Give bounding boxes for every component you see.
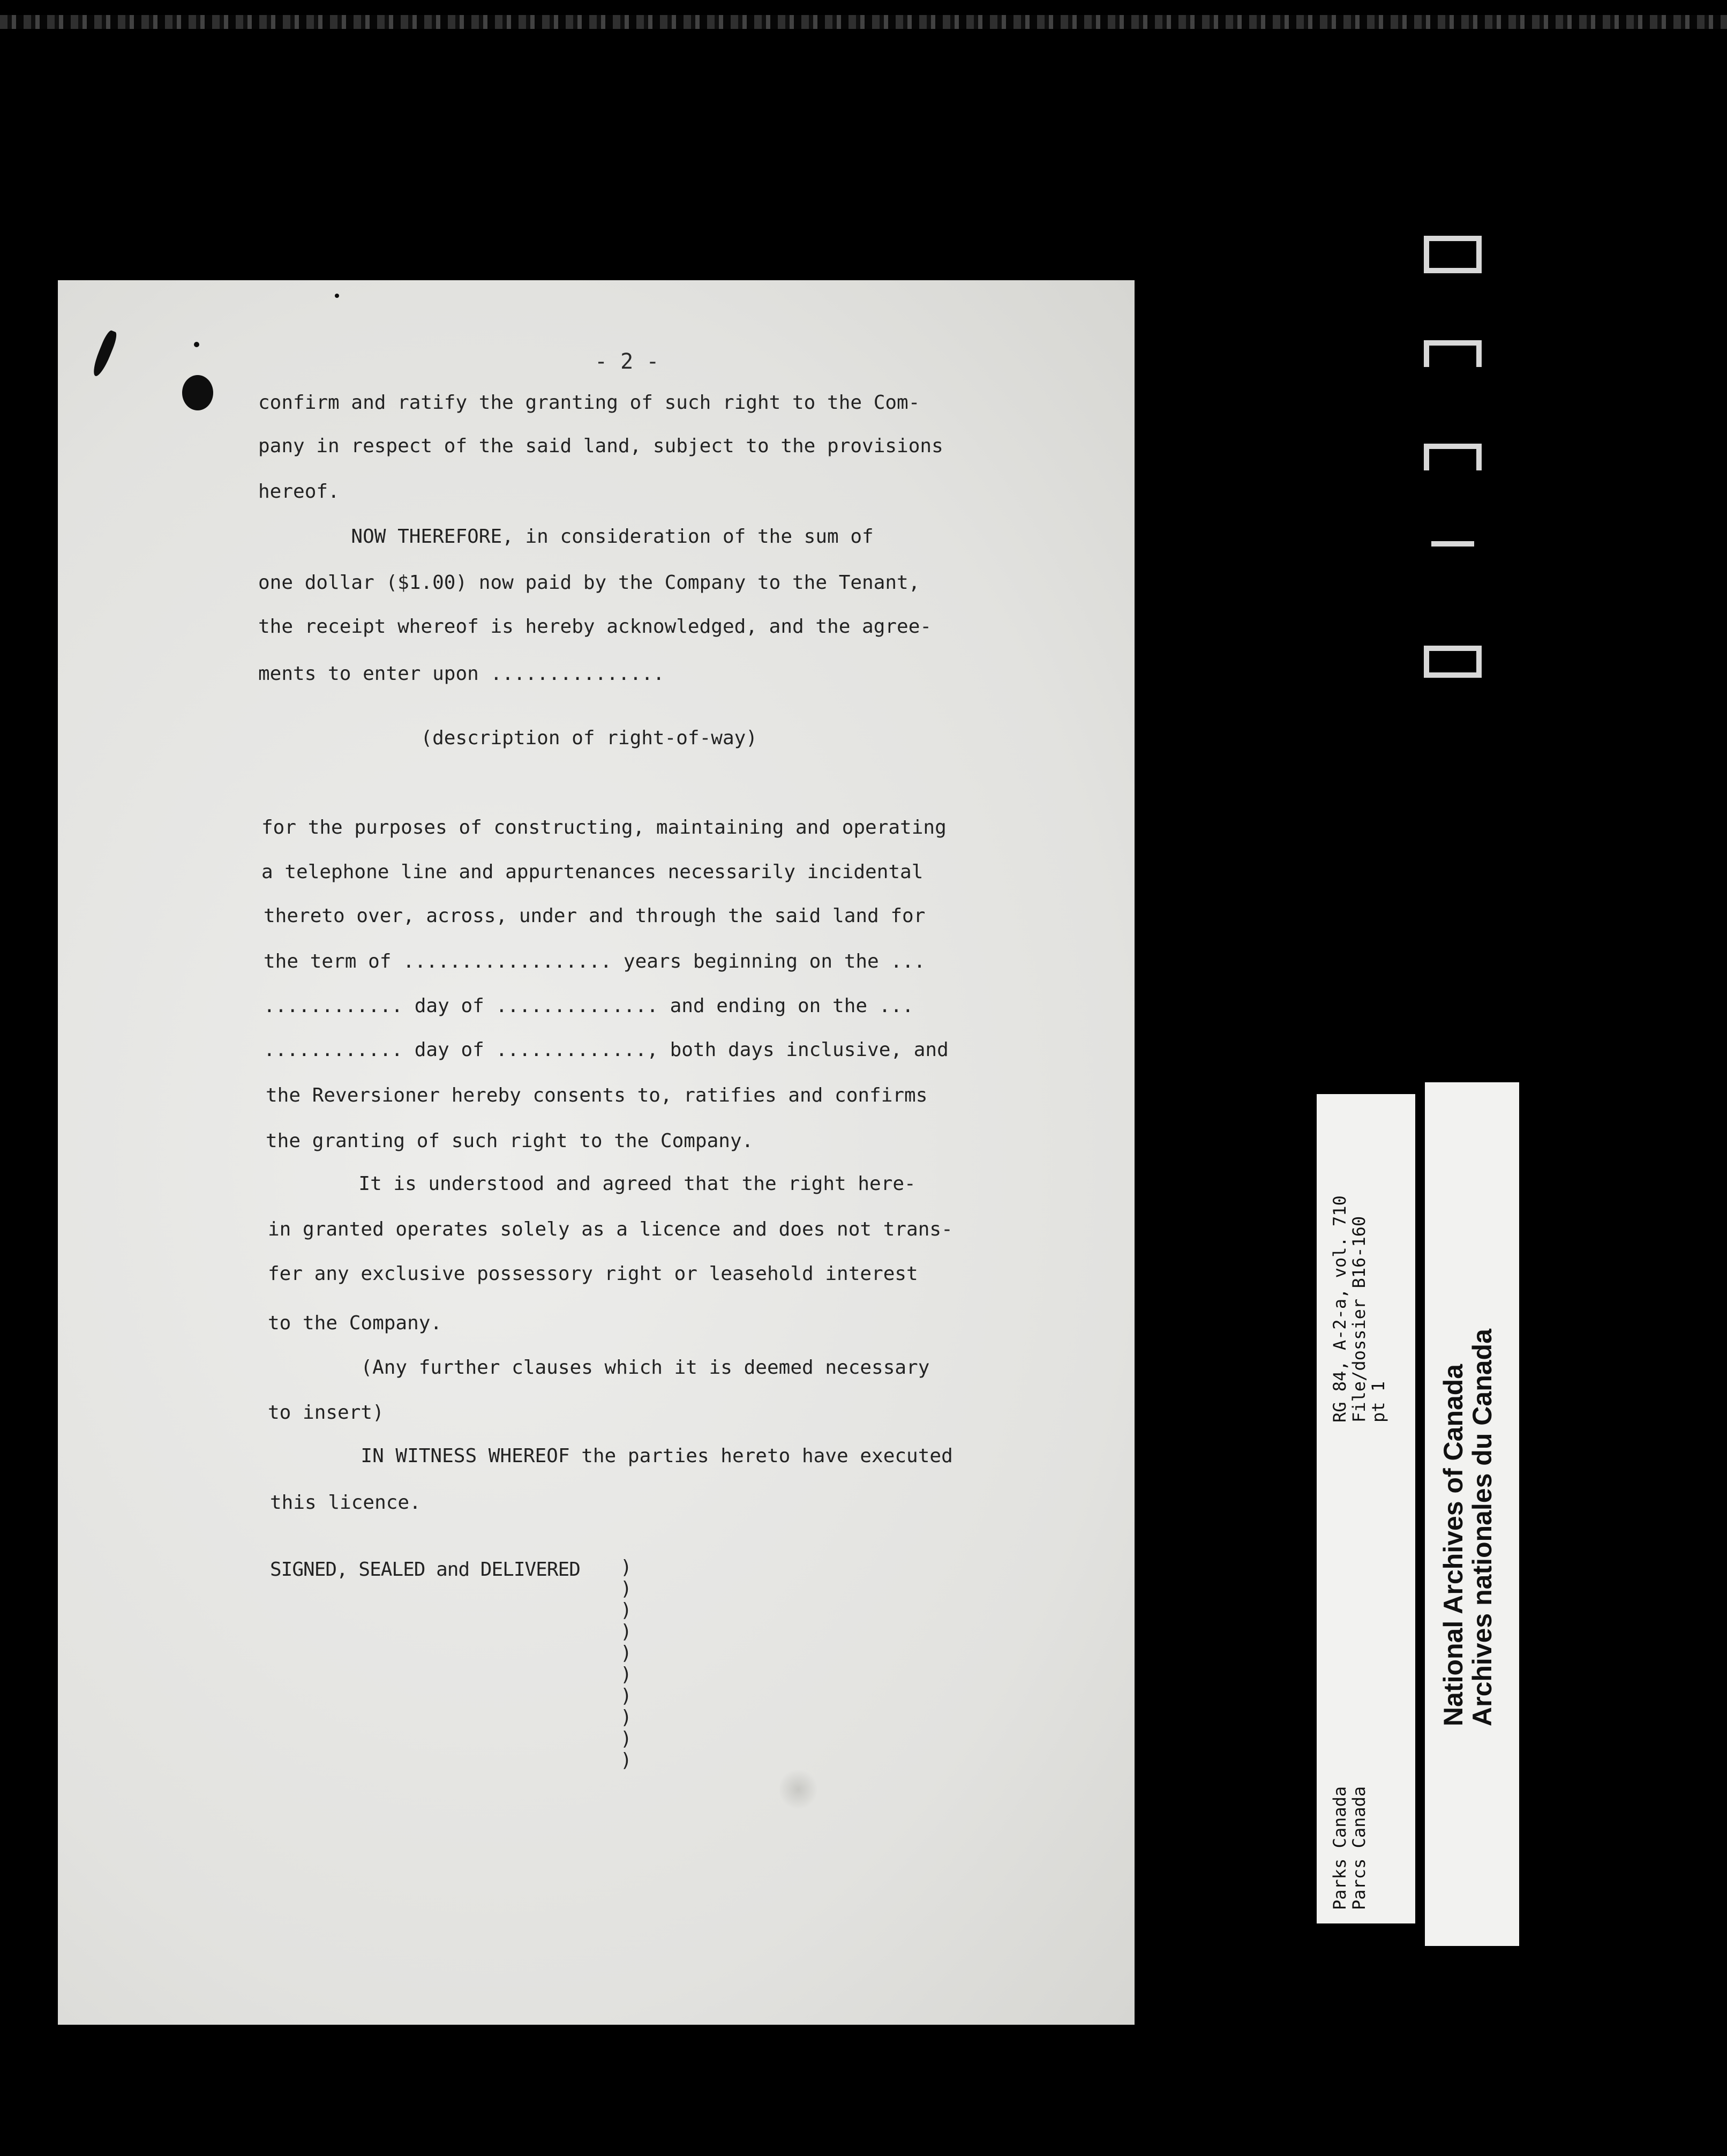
- department-en: Parks Canada: [1330, 1786, 1350, 1910]
- doc-line: fer any exclusive possessory right or leasehold interest: [268, 1263, 918, 1285]
- bracket: ): [620, 1749, 632, 1771]
- doc-line: It is understood and agreed that the right here-: [266, 1173, 916, 1195]
- doc-line: confirm and ratify the granting of such right to the Com-: [258, 392, 920, 414]
- frame-blip-dash: [1431, 541, 1474, 547]
- bracket: ): [620, 1556, 632, 1578]
- signature-block-label: SIGNED, SEALED and DELIVERED: [270, 1559, 580, 1581]
- doc-line: ............ day of ............., both days inclusive, and: [264, 1039, 949, 1061]
- bracket: ): [620, 1685, 632, 1707]
- paper-stain: [779, 1768, 817, 1811]
- bracket: ): [620, 1621, 632, 1643]
- doc-line: for the purposes of constructing, maintaining and operating: [261, 817, 947, 839]
- doc-line: thereto over, across, under and through the said land for: [264, 905, 926, 927]
- reference-line-1: RG 84, A-2-a, vol. 710: [1330, 1195, 1350, 1423]
- frame-blip-mark: [1424, 444, 1482, 470]
- bracket: ): [620, 1664, 632, 1686]
- doc-line: ............ day of .............. and ending on the ...: [264, 995, 914, 1017]
- doc-line: the term of .................. years beginning on the ...: [264, 950, 926, 972]
- doc-line: in granted operates solely as a licence and does not trans-: [268, 1218, 953, 1240]
- doc-line: ments to enter upon ...............: [258, 663, 665, 685]
- doc-line: the Reversioner hereby consents to, ratifies and confirms: [266, 1084, 928, 1106]
- page-number: - 2 -: [595, 349, 659, 374]
- department-fr: Parcs Canada: [1349, 1786, 1369, 1910]
- doc-line: a telephone line and appurtenances necessarily incidental: [261, 861, 923, 883]
- doc-line: the receipt whereof is hereby acknowledged, and the agree-: [258, 616, 932, 638]
- bracket: ): [620, 1706, 632, 1728]
- doc-line: (Any further clauses which it is deemed necessary: [268, 1357, 930, 1379]
- bracket: ): [620, 1578, 632, 1600]
- frame-blip-mark: [1424, 646, 1482, 678]
- frame-blip-mark: [1424, 236, 1482, 273]
- bracket: ): [620, 1728, 632, 1750]
- doc-line: to the Company.: [268, 1312, 442, 1334]
- reference-line-2: File/dossier B16-160: [1349, 1216, 1369, 1423]
- doc-line: pany in respect of the said land, subject to the provisions: [258, 435, 943, 457]
- doc-line: hereof.: [258, 481, 340, 503]
- doc-line: one dollar ($1.00) now paid by the Company to the Tenant,: [258, 572, 920, 594]
- frame-blip-mark: [1424, 340, 1482, 367]
- doc-line: this licence.: [270, 1492, 421, 1514]
- doc-line: the granting of such right to the Company.: [266, 1130, 754, 1152]
- ink-dot: [335, 294, 339, 298]
- ink-blot: [182, 375, 213, 410]
- reference-line-3: pt 1: [1368, 1381, 1388, 1423]
- doc-line: (description of right-of-way): [258, 727, 757, 749]
- ink-dot: [194, 342, 199, 347]
- doc-line: NOW THEREFORE, in consideration of the sum of: [258, 526, 874, 548]
- archive-name-en: National Archives of Canada: [1438, 1364, 1468, 1726]
- doc-line: IN WITNESS WHEREOF the parties hereto have executed: [268, 1445, 953, 1467]
- film-top-edge: [0, 15, 1727, 29]
- doc-line: to insert): [268, 1402, 384, 1424]
- bracket: ): [620, 1599, 632, 1621]
- archive-name-fr: Archives nationales du Canada: [1467, 1329, 1497, 1726]
- bracket: ): [620, 1642, 632, 1664]
